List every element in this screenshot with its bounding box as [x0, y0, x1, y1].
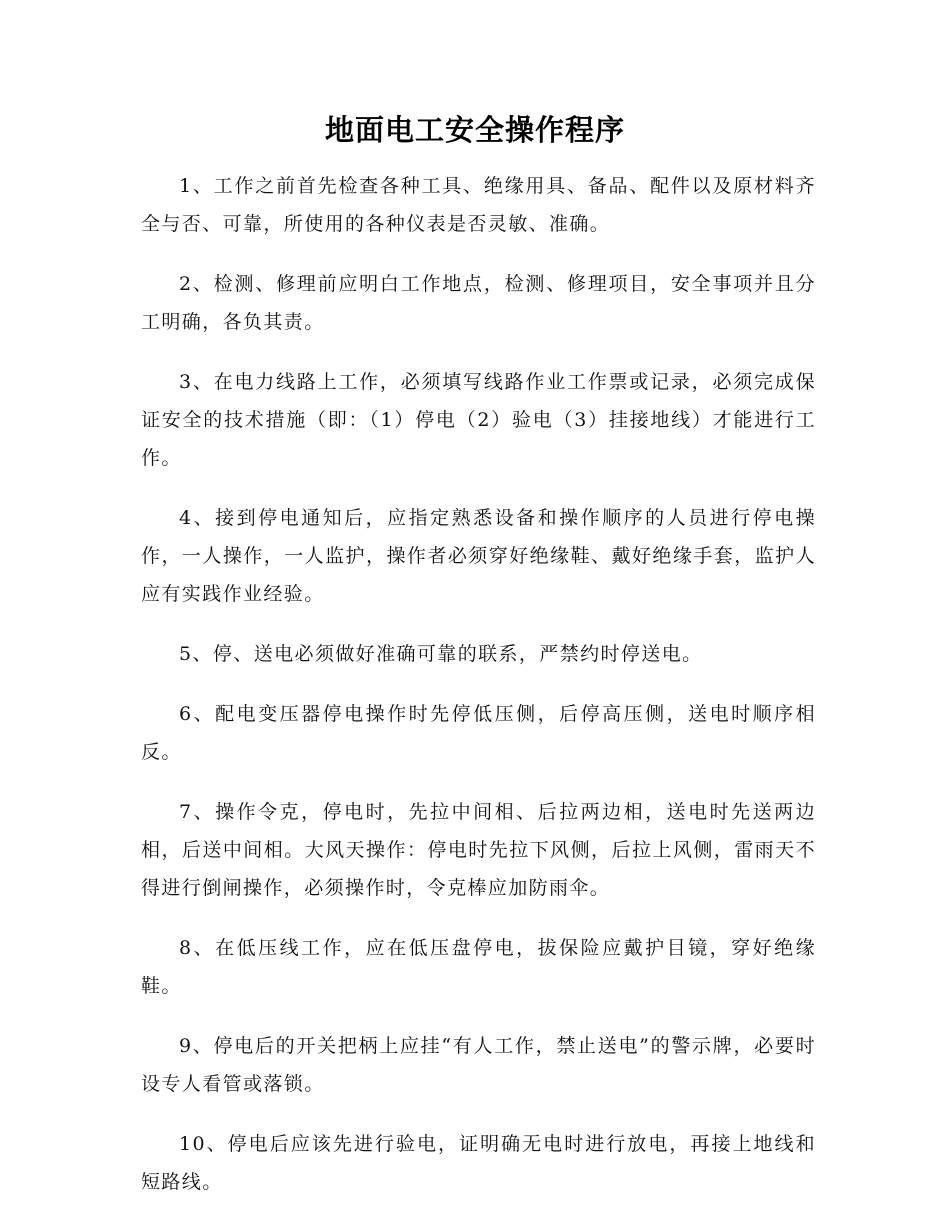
paragraph-1: 1、工作之前首先检查各种工具、绝缘用具、备品、配件以及原材料齐全与否、可靠，所使用的各种仪表是否灵敏、准确。 [141, 175, 816, 235]
document-body [141, 167, 816, 1223]
paragraph-2: 2、检测、修理前应明白工作地点，检测、修理项目，安全事项并且分工明确，各负其责。 [141, 273, 816, 333]
paragraph-9: 9、停电后的开关把柄上应挂“有人工作，禁止送电”的警示牌，必要时设专人看管或落锁。 [141, 1035, 816, 1095]
paragraph-4: 4、接到停电通知后，应指定熟悉设备和操作顺序的人员进行停电操作，一人操作，一人监护，操作者必须穿好绝缘鞋、戴好绝缘手套，监护人应有实践作业经验。 [141, 507, 816, 605]
paragraph-3: 3、在电力线路上工作，必须填写线路作业工作票或记录，必须完成保证安全的技术措施（即：（1）停电（2）验电（3）挂接地线）才能进行工作。 [141, 371, 816, 469]
paragraph-5: 5、停、送电必须做好准确可靠的联系，严禁约时停送电。 [179, 643, 703, 665]
paragraph-7: 7、操作令克，停电时，先拉中间相、后拉两边相，送电时先送两边相，后送中间相。大风天操作：停电时先拉下风侧，后拉上风侧，雷雨天不得进行倒闸操作，必须操作时，令克棒应加防雨伞。 [141, 801, 816, 899]
paragraph-6: 6、配电变压器停电操作时先停低压侧，后停高压侧，送电时顺序相反。 [141, 703, 816, 763]
paragraph-10: 10、停电后应该先进行验电，证明确无电时进行放电，再接上地线和短路线。 [141, 1133, 816, 1193]
paragraph-8: 8、在低压线工作，应在低压盘停电，拔保险应戴护目镜，穿好绝缘鞋。 [141, 937, 816, 997]
document-title: 地面电工安全操作程序 [324, 113, 625, 147]
